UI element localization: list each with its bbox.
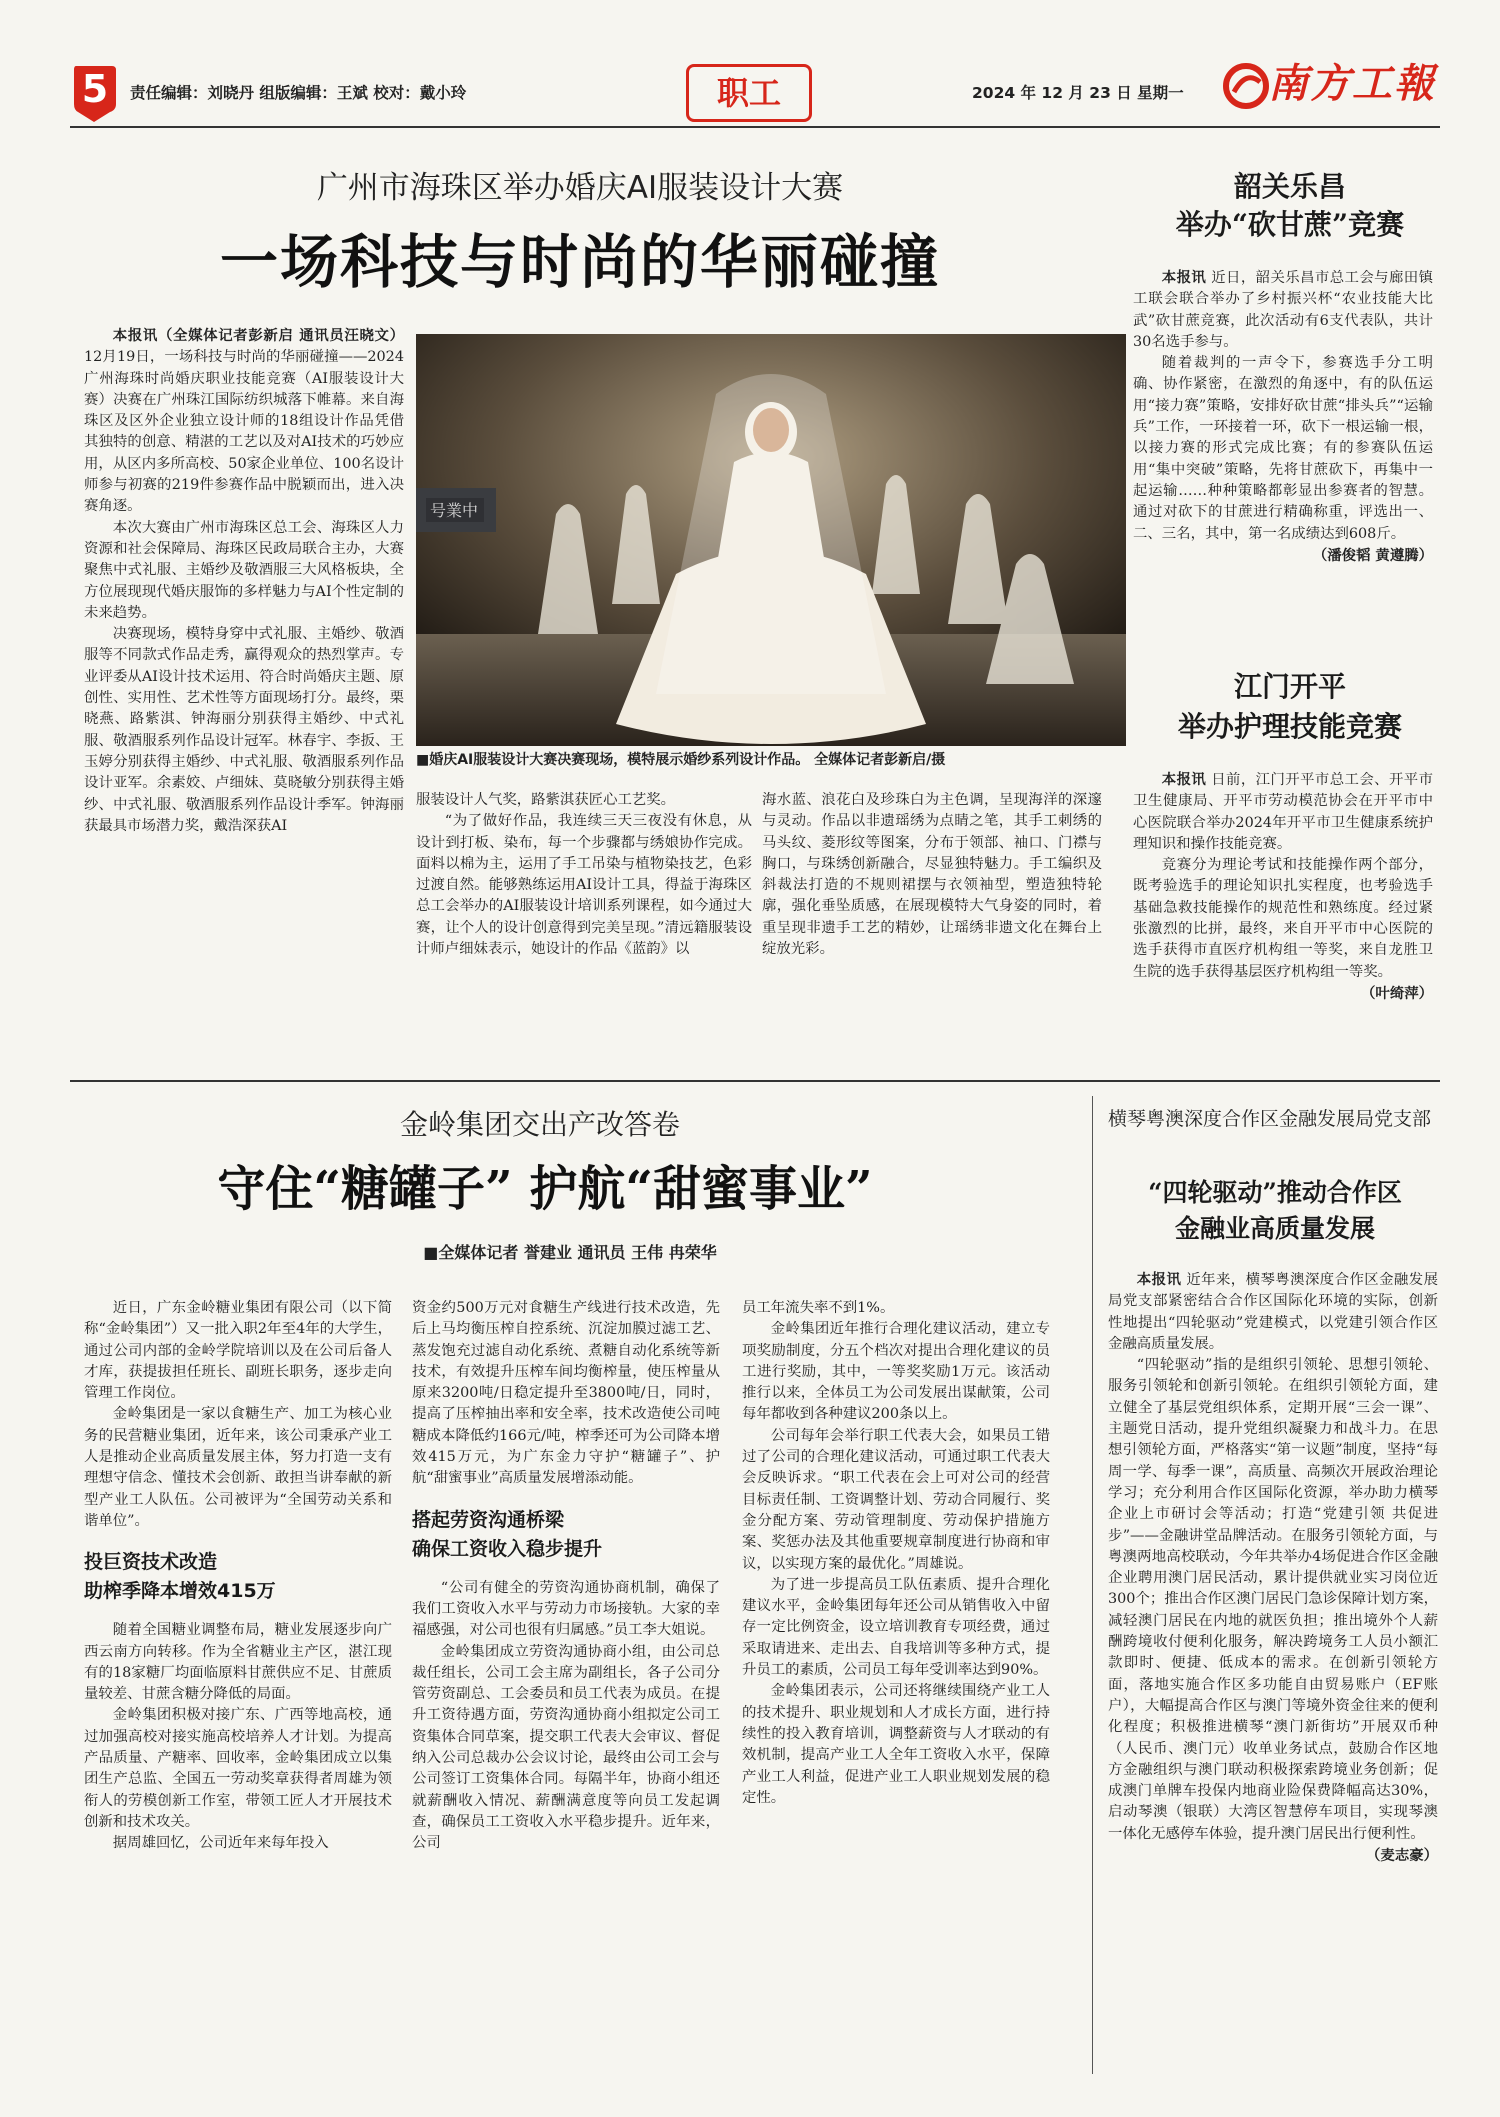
a2-c1p1: 近日，广东金岭糖业集团有限公司（以下简称“金岭集团”）又一批入职2年至4年的大学生，通过公司内部的金岭学院培训以及在公司后备人才库，获提拔担任班长、副班长职务，逐步走向管理工作岗位。	[84, 1300, 392, 1402]
s1-lead: 本报讯	[1161, 270, 1207, 286]
a1-c2b: “为了做好作品，我连续三天三夜没有休息，从设计到打板、染布，每一个步骤都与绣娘协作完成。面料以棉为主，运用了手工吊染与植物染技艺，色彩过渡自然。能够熟练运用AI设计工具，得益于海珠区总工会举办的AI服装设计培训系列课程，如今通过大赛，让个人的设计创意得到完美呈现。”清远籍服装设计师卢细妹表示，她设计的作品《蓝韵》以	[416, 813, 752, 958]
a2-c3p5: 金岭集团表示，公司还将继续围绕产业工人的技术提升、职业规划和人才成长方面，进行持续性的投入教育培训，调整薪资与人才联动的有效机制，提高产业工人全年工资收入水平，保障产业工人利益，促进产业工人职业规划发展的稳定性。	[742, 1683, 1050, 1806]
a2-col2	[412, 1298, 720, 1855]
s3-byline: （麦志豪）	[1366, 1847, 1438, 1865]
a1-photo-caption: ■婚庆AI服装设计大赛决赛现场，模特展示婚纱系列设计作品。 全媒体记者彭新启/摄	[416, 752, 946, 768]
s2-title2: 举办护理技能竞赛	[1177, 710, 1402, 743]
newspaper-logo-icon	[1222, 62, 1270, 110]
page-number: 5	[81, 67, 109, 111]
a2-c1p4: 金岭集团积极对接广东、广西等地高校，通过加强高校对接实施高校培养人才计划。为提高产品质量、产糖率、回收率，金岭集团成立以集团生产总监、全国五一劳动奖章获得者周雄为领衔人的劳模创新工作室，带领工匠人才开展技术创新和技术攻关。	[84, 1707, 392, 1830]
a2-h1b: 助榨季降本增效415万	[84, 1580, 276, 1603]
a2-h1a: 投巨资技术改造	[84, 1551, 218, 1574]
s1-title2: 举办“砍甘蔗”竞赛	[1175, 208, 1405, 241]
a2-c1p5: 据周雄回忆，公司近年来每年投入	[112, 1835, 329, 1852]
s2-p2: 竞赛分为理论考试和技能操作两个部分，既考验选手的理论知识扎实程度，也考验选手基础急救技能操作的规范性和熟练度。经过紧张激烈的比拼，最终，来自开平市中心医院的选手获得市直医疗机构组一等奖，来自龙胜卫生院的选手获得基层医疗机构组一等奖。	[1133, 857, 1433, 980]
a2-c1p2: 金岭集团是一家以食糖生产、加工为核心业务的民营糖业集团，近年来，该公司秉承产业工人是推动企业高质量发展主体，努力打造一支有理想守信念、懂技术会创新、敢担当讲奉献的新型产业工人队伍。公司被评为“全国劳动关系和谐单位”。	[84, 1406, 392, 1529]
s1-byline: （潘俊韬 黄遵腾）	[1312, 546, 1433, 564]
issue-date: 2024 年 12 月 23 日 星期一	[972, 84, 1184, 102]
a1-lead: 本报讯（全媒体记者彭新启 通讯员汪晓文）	[112, 328, 404, 344]
a2-c3p3: 公司每年会举行职工代表大会，如果员工错过了公司的合理化建议活动，可通过职工代表大会反映诉求。“职工代表在会上可对公司的经营目标责任制、工资调整计划、劳动合同履行、奖金分配方案、劳动管理制度、劳动保护措施方案、奖惩办法及其他重要规章制度进行协商和审议，以实现方案的最优化。”周雄说。	[742, 1427, 1050, 1572]
a2-c2p1: 资金约500万元对食糖生产线进行技术改造，先后上马均衡压榨自控系统、沉淀加膜过滤工艺、蒸发饱充过滤自动化系统、煮糖自动化系统等新技术，有效提升压榨车间均衡榨量，使压榨量从原来3200吨/日稳定提升至3800吨/日，同时，提高了压榨抽出率和安全率，技术改造使公司吨糖成本降低约166元/吨，榨季还可为公司降本增效415万元，为广东金力守护“糖罐子”、护航“甜蜜事业”高质量发展增添动能。	[412, 1300, 720, 1487]
a1-kicker: 广州市海珠区举办婚庆AI服装设计大赛	[316, 170, 844, 206]
s1-title1: 韶关乐昌	[1233, 170, 1346, 203]
a1-p3: 决赛现场，模特身穿中式礼服、主婚纱、敬酒服等不同款式作品走秀，赢得观众的热烈掌声。专业评委从AI设计技术运用、符合时尚婚庆主题、原创性、实用性、艺术性等方面现场打分。最终，栗晓燕、路紫淇、钟海丽分别获得主婚纱、中式礼服、敬酒服系列作品设计冠军。林春宇、李扳、王玉婷分别获得主婚纱、中式礼服、敬酒服系列作品设计亚军。余素姣、卢细妹、莫晓敏分别获得主婚纱、中式礼服、敬酒服系列作品设计季军。钟海丽获最具市场潜力奖，戴浩深获AI	[84, 626, 404, 834]
a2-c2p3: 金岭集团成立劳资沟通协商小组，由公司总裁任组长，公司工会主席为副组长，各子公司分管劳资副总、工会委员和员工代表为成员。在提升工资待遇方面，劳资沟通协商小组拟定公司工资集体合同草案，提交职工代表大会审议、督促纳入公司总裁办公会议讨论，最终由公司工会与公司签订工资集体合同。每隔半年，协商小组还就薪酬收入情况、薪酬满意度等向员工发起调查，确保员工工资收入水平稳步提升。近年来，公司	[412, 1643, 720, 1852]
s2-p1: 日前，江门开平市总工会、开平市卫生健康局、开平市劳动模范协会在开平市中心医院联合举办2024年开平市卫生健康系统护理知识和操作技能竞赛。	[1133, 772, 1433, 852]
s2-byline: （叶绮萍）	[1361, 984, 1433, 1002]
a2-c2p2: “公司有健全的劳资沟通协商机制，确保了我们工资收入水平与劳动力市场接轨。大家的幸福感强，对公司也很有归属感。”员工李大姐说。	[412, 1579, 720, 1639]
header-rule	[70, 126, 1440, 128]
a1-p2: 本次大赛由广州市海珠区总工会、海珠区人力资源和社会保障局、海珠区民政局联合主办，大赛聚焦中式礼服、主婚纱及敬酒服三大风格板块，全方位展现现代婚庆服饰的多样魅力与AI个性定制的未来趋势。	[84, 519, 404, 621]
s3-p1: 近年来，横琴粤澳深度合作区金融发展局党支部紧密结合合作区国际化环境的实际，创新性地提出“四轮驱动”党建模式，以党建引领合作区金融高质量发展。	[1108, 1272, 1438, 1352]
a2-c3p2: 金岭集团近年推行合理化建议活动，建立专项奖励制度，分五个档次对提出合理化建议的员工进行奖励，其中，一等奖奖励1万元。该活动推行以来，全体员工为公司发展出谋献策，公司每年都收到各种建议200条以上。	[742, 1321, 1050, 1423]
a2-col3	[742, 1298, 1050, 1809]
vertical-rule	[1092, 1096, 1093, 2074]
s3-title1: “四轮驱动”推动合作区	[1148, 1178, 1402, 1207]
s1-body	[1133, 268, 1433, 566]
stage-backdrop-text: 号業中	[430, 501, 479, 520]
s3-body	[1108, 1270, 1438, 1866]
newspaper-brand: 南方工報	[1268, 61, 1436, 107]
s3-kicker: 横琴粤澳深度合作区金融发展局党支部	[1108, 1108, 1432, 1130]
s1-p1: 近日，韶关乐昌市总工会与廊田镇工联会联合举办了乡村振兴杯“农业技能大比武”砍甘蔗竞赛，此次活动有6支代表队，共计30名选手参与。	[1133, 270, 1433, 350]
a2-kicker: 金岭集团交出产改答卷	[399, 1108, 680, 1141]
mid-rule	[70, 1080, 1440, 1082]
s2-body	[1133, 770, 1433, 1004]
wedding-runway-photo	[416, 334, 1126, 746]
editors-line: 责任编辑：刘晓丹 组版编辑：王斌 校对：戴小玲	[130, 84, 467, 102]
a1-col1	[84, 326, 404, 837]
s2-lead: 本报讯	[1161, 772, 1207, 788]
s3-lead: 本报讯	[1136, 1272, 1182, 1288]
a2-headline: 守住“糖罐子” 护航“甜蜜事业”	[217, 1161, 873, 1217]
page-header	[0, 0, 1500, 130]
a1-c3: 海水蓝、浪花白及珍珠白为主色调，呈现海洋的深邃与灵动。作品以非遗瑶绣为点睛之笔，其手工刺绣的马头纹、菱形纹等图案，分布于领部、袖口、门襟与胸口，与珠绣创新融合，尽显独特魅力。手工编织及斜裁法打造的不规则裙摆与衣领袖型，塑造独特轮廓，强化垂坠质感，在展现模特大气身姿的同时，着重呈现非遗手工艺的精妙，让瑶绣非遗文化在舞台上绽放光彩。	[762, 792, 1102, 958]
a2-c3p1: 员工年流失率不到1%。	[742, 1300, 895, 1316]
section-title: 职工	[716, 74, 781, 112]
a2-byline: ■全媒体记者 誉建业 通讯员 王伟 冉荣华	[423, 1243, 717, 1262]
a2-col1	[84, 1298, 392, 1855]
a2-h2a: 搭起劳资沟通桥梁	[412, 1508, 565, 1531]
a2-c1p3: 随着全国糖业调整布局，糖业发展逐步向广西云南方向转移。作为全省糖业主产区，湛江现有的18家糖厂均面临原料甘蔗供应不足、甘蔗质量较差、甘蔗含糖分降低的局面。	[84, 1622, 392, 1703]
a2-c3p4: 为了进一步提高员工队伍素质、提升合理化建议水平，金岭集团每年还公司从销售收入中留存一定比例资金，设立培训教育专项经费，通过采取请进来、走出去、自我培训等多种方式，提升员工的素质，公司员工每年受训率达到90%。	[742, 1576, 1050, 1679]
a1-col3	[762, 790, 1102, 960]
a1-c2a: 服装设计人气奖，路紫淇获匠心工艺奖。	[416, 792, 676, 808]
a2-h2b: 确保工资收入稳步提升	[412, 1537, 603, 1560]
s3-title2: 金融业高质量发展	[1174, 1214, 1375, 1243]
s1-p2: 随着裁判的一声令下，参赛选手分工明确、协作紧密，在激烈的角逐中，有的队伍运用“接力赛”策略，安排好砍甘蔗“排头兵”“运输兵”工作，一环接着一环，砍下一根运输一根，以接力赛的形式完成比赛；有的参赛队伍运用“集中突破”策略，先将甘蔗砍下，再集中一起运输……种种策略都彰显出参赛者的智慧。通过对砍下的甘蔗进行精确称重，评选出一、二、三名，其中，第一名成绩达到608斤。	[1133, 355, 1433, 542]
s3-p2: “四轮驱动”指的是组织引领轮、思想引领轮、服务引领轮和创新引领轮。在组织引领轮方面，建立健全了基层党组织体系，定期开展“三会一课”、主题党日活动，提升党组织凝聚力和战斗力。在思想引领轮方面，严格落实“第一议题”制度，坚持“每周一学、每季一课”，高质量、高频次开展政治理论学习；充分利用合作区国际化资源，举办助力横琴企业上市研讨会等活动；打造“党建引领 共促进步”——金融讲堂品牌活动。在服务引领轮方面，与粤澳两地高校联动，今年共举办4场促进合作区金融企业聘用澳门居民活动，累计提供就业实习岗位近300个；推出合作区澳门居民门急诊保障计划方案，减轻澳门居民在内地的就医负担；推出境外个人薪酬跨境收付便利化服务，解决跨境务工人员小额汇款即时、便捷、低成本的需求。在创新引领轮方面，落地实施合作区多功能自由贸易账户（EF账户），大幅提高合作区与澳门等境外资金往来的便利化程度；积极推进横琴“澳门新街坊”开展双币种（人民币、澳门元）收单业务试点，鼓励合作区地方金融组织与澳门联动积极探索跨境业务创新；促成澳门单牌车投保内地商业险保费降幅高达30%，启动琴澳（银联）大湾区智慧停车项目，实现琴澳一体化无感停车体验，提升澳门居民出行便利性。	[1108, 1357, 1438, 1842]
a1-headline: 一场科技与时尚的华丽碰撞	[219, 228, 940, 296]
a1-p1: 12月19日，一场科技与时尚的华丽碰撞——2024广州海珠时尚婚庆职业技能竞赛（AI服装设计大赛）决赛在广州珠江国际纺织城落下帷幕。来自海珠区及区外企业独立设计师的18组设计作品凭借其独特的创意、精湛的工艺以及对AI技术的巧妙应用，从区内多所高校、50家企业单位、100名设计师参与初赛的219件参赛作品中脱颖而出，进入决赛角逐。	[84, 349, 404, 515]
a1-photo	[416, 334, 1126, 746]
s2-title1: 江门开平	[1233, 670, 1346, 703]
a1-col2	[416, 790, 752, 960]
